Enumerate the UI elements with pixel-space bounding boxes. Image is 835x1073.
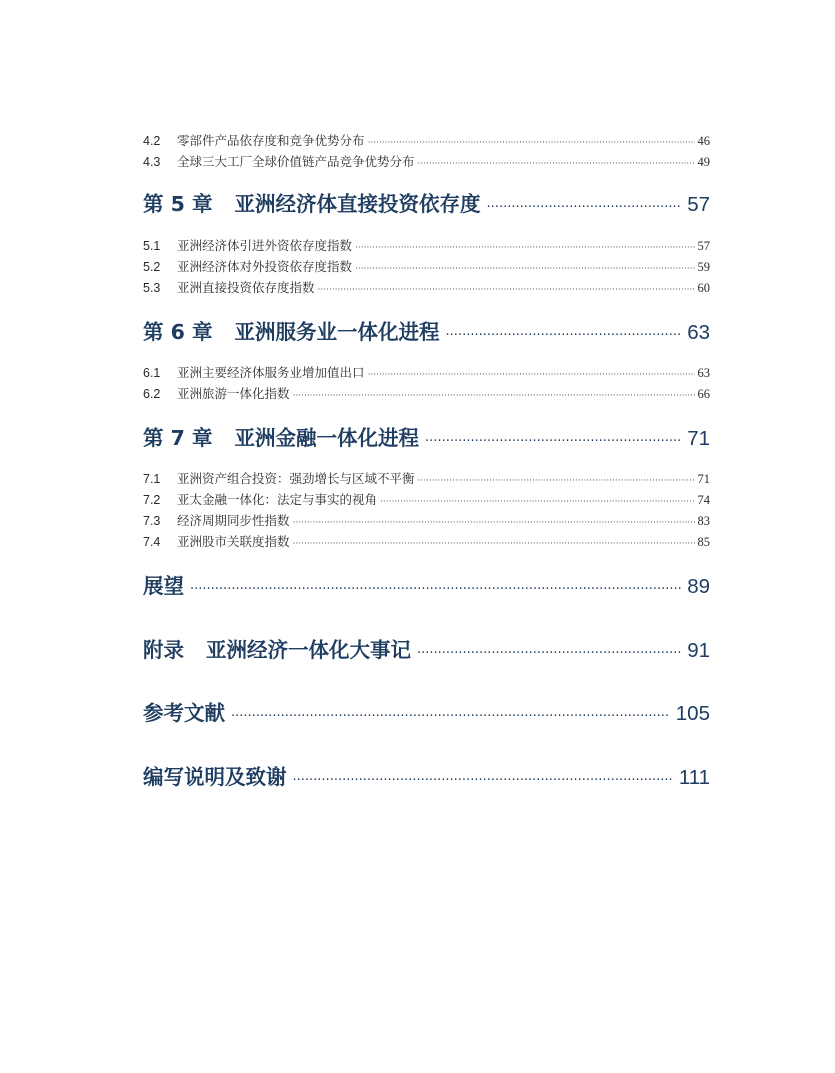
section-number: 6.1 [143,366,161,380]
section-number: 7.4 [143,535,161,549]
toc-acknowledgements[interactable] [143,760,710,790]
section-number: 7.1 [143,472,161,486]
chapter-title: 展望 [143,574,184,598]
page-number: 111 [678,766,710,789]
page-number: 57 [687,193,710,216]
section-number: 6.2 [143,387,161,401]
section-title: 全球三大工厂全球价值链产品竞争优势分布 [177,154,415,169]
dot-leader [487,200,682,215]
chapter-title: 编写说明及致谢 [143,765,287,789]
section-title: 亚洲经济体对外投资依存度指数 [177,259,353,274]
section-number: 5.3 [143,281,161,295]
toc-entry-6-1[interactable] [143,363,710,381]
dot-leader [417,646,681,661]
chapter-label: 第 5 章 [143,192,213,216]
toc-entry-5-3[interactable] [143,278,710,296]
page-number: 89 [687,575,710,598]
chapter-label: 第 7 章 [143,426,213,450]
chapter-title: 亚洲金融一体化进程 [234,426,420,450]
chapter-title: 亚洲经济一体化大事记 [206,638,411,662]
page-number: 60 [697,281,710,295]
toc-entry-7-3[interactable] [143,511,710,529]
toc-entry-4-2[interactable] [143,131,710,149]
page-number: 63 [697,366,710,380]
toc-chapter-6[interactable] [143,315,710,345]
dot-leader [380,497,694,507]
page-number: 83 [697,514,710,528]
dot-leader [446,328,682,343]
chapter-title: 亚洲经济体直接投资依存度 [234,192,481,216]
section-number: 5.2 [143,260,161,274]
toc-entry-5-1[interactable] [143,236,710,254]
page-number: 57 [697,239,710,253]
page-number: 66 [697,387,710,401]
dot-leader [368,138,695,148]
dot-leader [355,243,694,253]
page-number: 105 [675,702,710,725]
toc-entry-4-3[interactable] [143,152,710,170]
dot-leader [355,264,694,274]
section-title: 亚洲股市关联度指数 [177,534,290,549]
chapter-label: 附录 [143,638,184,662]
section-title: 亚太金融一体化：法定与事实的视角 [177,492,378,507]
page-number: 91 [687,639,710,662]
dot-leader [293,391,695,401]
section-title: 亚洲经济体引进外资依存度指数 [177,238,353,253]
section-number: 5.1 [143,239,161,253]
toc-appendix[interactable] [143,633,710,663]
page-number: 63 [687,321,710,344]
page-number: 71 [697,472,710,486]
section-title: 亚洲主要经济体服务业增加值出口 [177,365,365,380]
toc-entry-7-1[interactable] [143,469,710,487]
section-title: 亚洲旅游一体化指数 [177,386,290,401]
toc-outlook[interactable] [143,569,710,599]
chapter-title: 参考文献 [143,701,225,725]
toc-entry-5-2[interactable] [143,257,710,275]
dot-leader [425,434,681,449]
toc-entry-6-2[interactable] [143,384,710,402]
section-number: 7.3 [143,514,161,528]
toc-chapter-7[interactable] [143,421,710,451]
page-number: 46 [697,134,710,148]
dot-leader [293,539,695,549]
section-title: 零部件产品依存度和竞争优势分布 [177,133,365,148]
dot-leader [231,709,670,724]
toc-entry-7-2[interactable] [143,490,710,508]
section-number: 4.3 [143,155,161,169]
dot-leader [418,159,695,169]
chapter-title: 亚洲服务业一体化进程 [234,320,440,344]
page-number: 85 [697,535,710,549]
section-number: 4.2 [143,134,161,148]
dot-leader [318,285,695,295]
section-title: 经济周期同步性指数 [177,513,290,528]
dot-leader [368,370,695,380]
dot-leader [293,518,695,528]
page-number: 74 [697,493,710,507]
dot-leader [190,582,681,597]
section-number: 7.2 [143,493,161,507]
page-number: 59 [697,260,710,274]
chapter-label: 第 6 章 [143,320,213,344]
dot-leader [293,773,673,788]
page-number: 71 [687,427,710,450]
page-number: 49 [697,155,710,169]
toc-references[interactable] [143,696,710,726]
toc-entry-7-4[interactable] [143,532,710,550]
section-title: 亚洲资产组合投资：强劲增长与区域不平衡 [177,471,415,486]
toc-chapter-5[interactable] [143,187,710,217]
section-title: 亚洲直接投资依存度指数 [177,280,315,295]
dot-leader [418,476,695,486]
